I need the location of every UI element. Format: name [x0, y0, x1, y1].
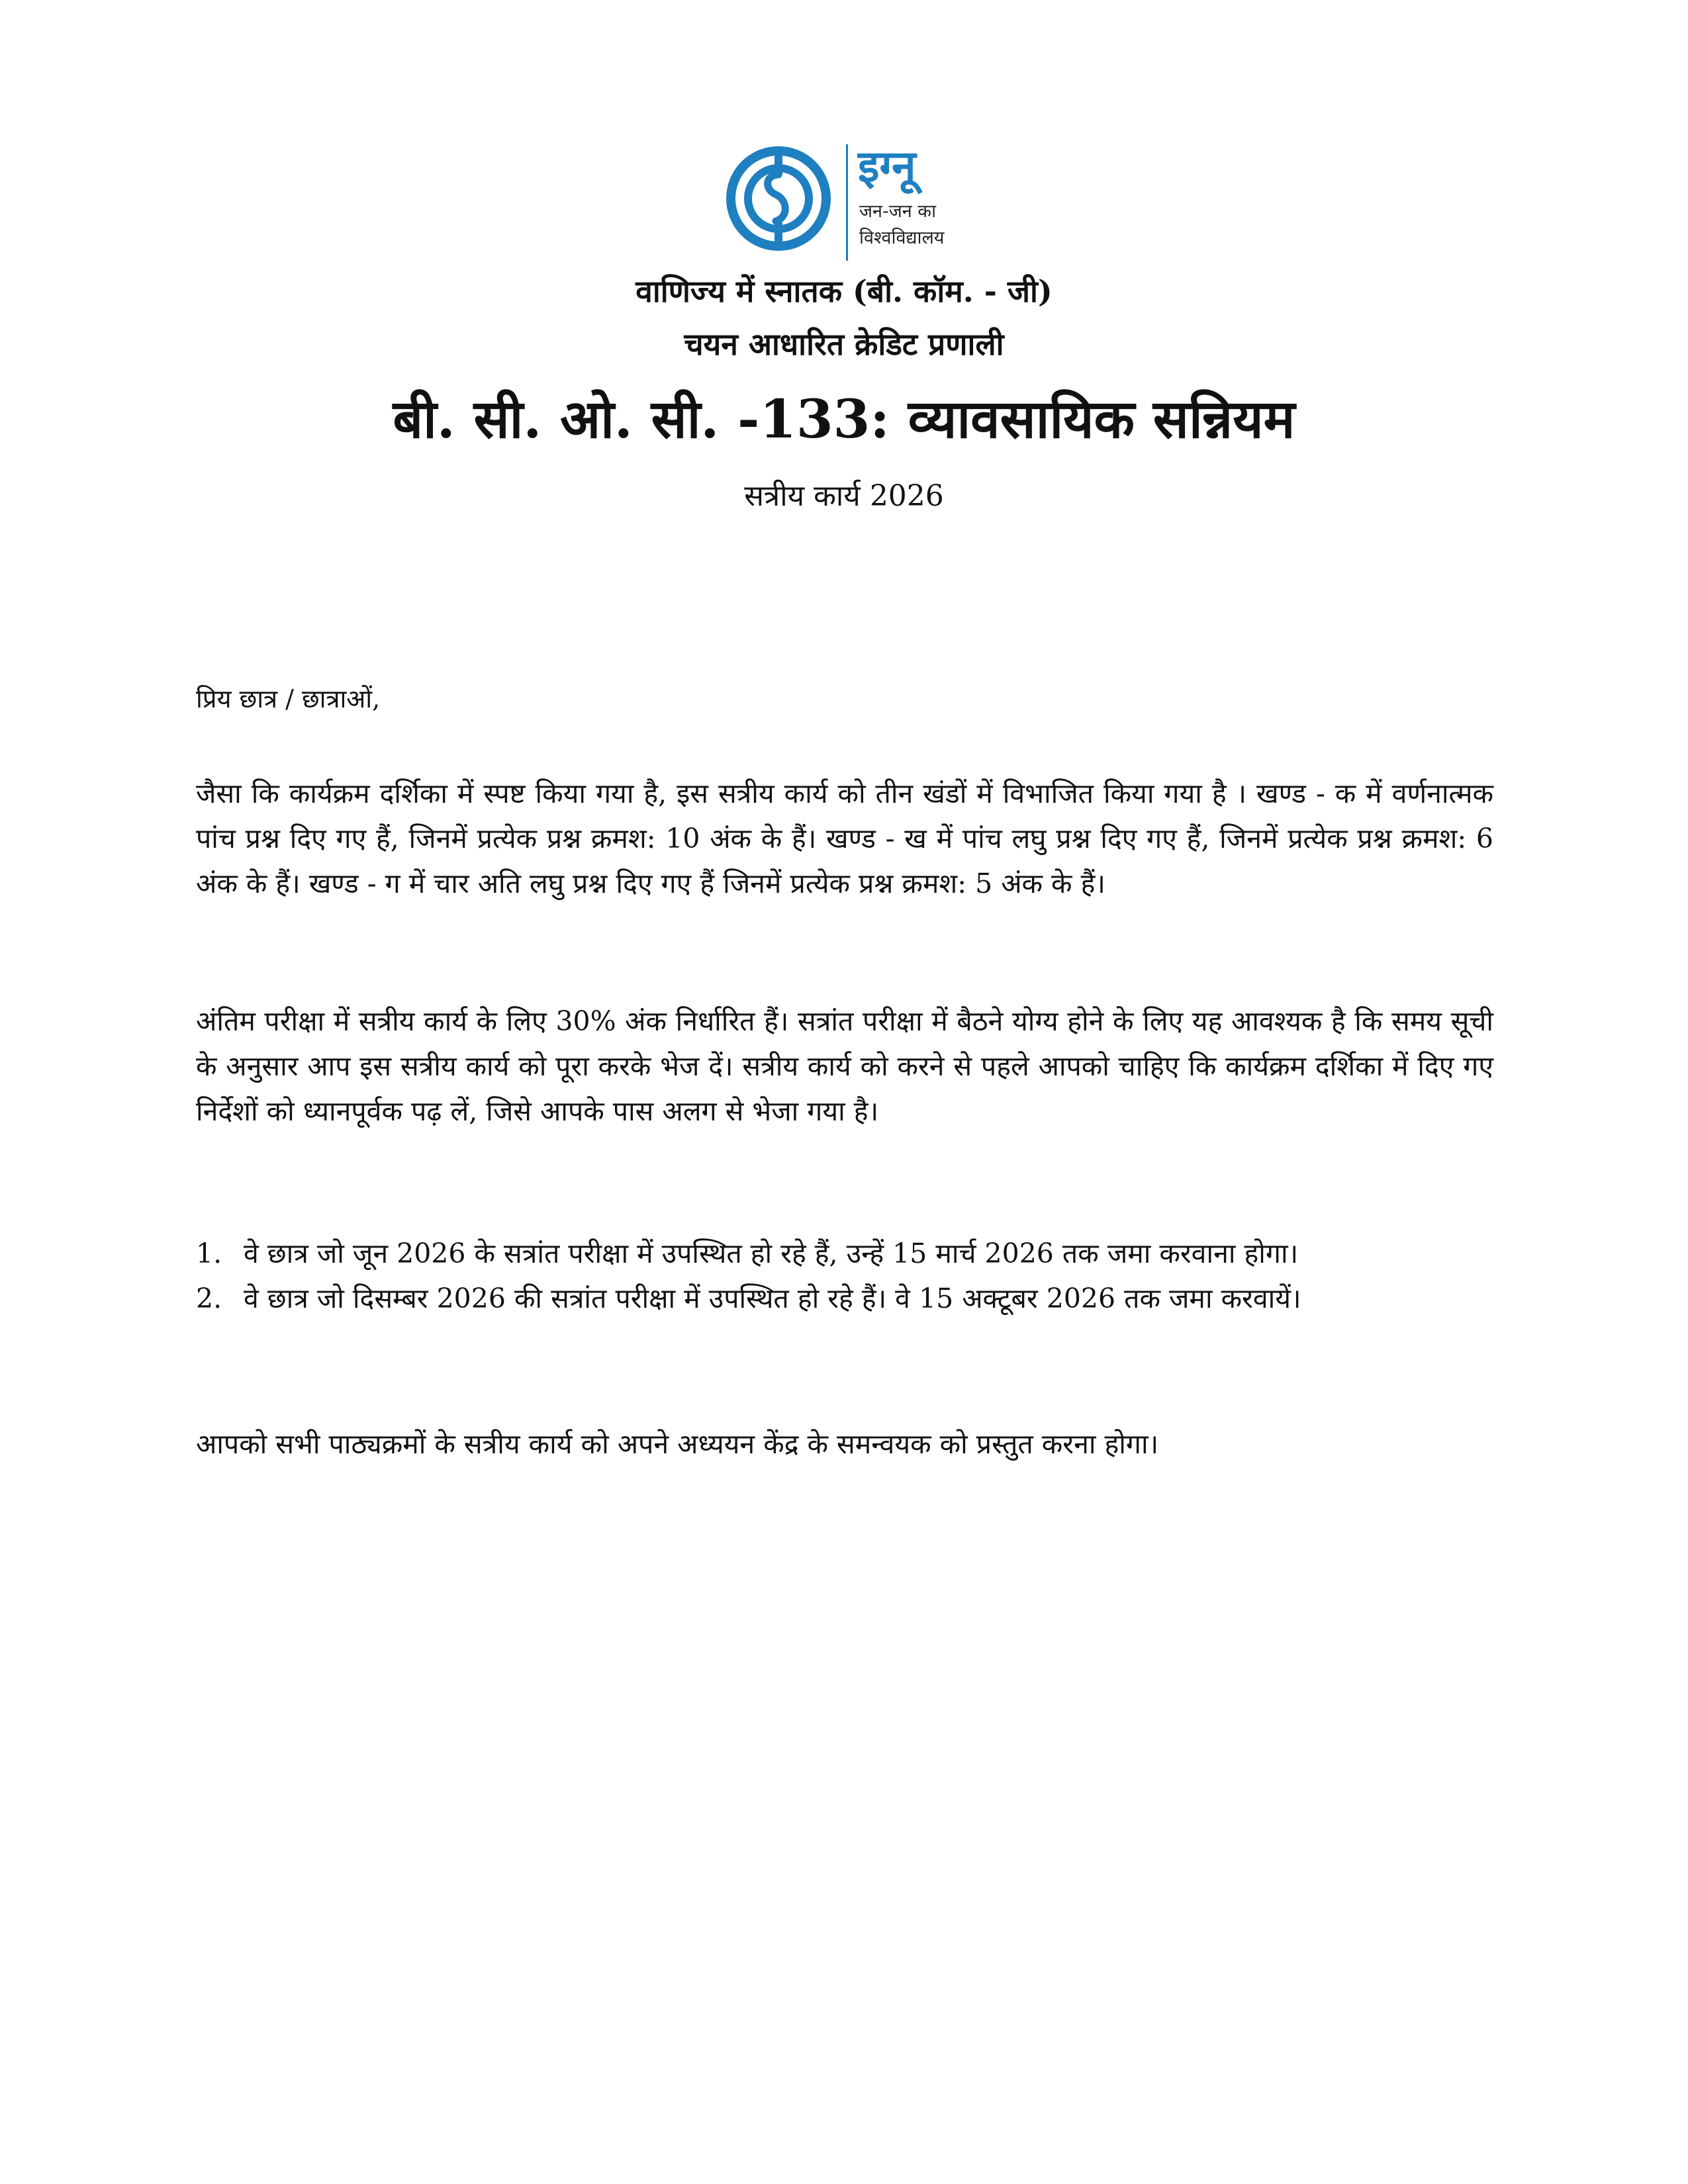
paragraph-weightage: अंतिम परीक्षा में सत्रीय कार्य के लिए 30% अंक निर्धारित हैं। सत्रांत परीक्षा में बैठने योग्य होने के लिए यह आवश्यक है कि समय सूची के अनुसार आप इस सत्रीय कार्य को पूरा करके भेज दें। सत्रीय कार्य को करने से पहले आपको चाहिए कि कार्यक्रम दर्शिका में दिए गए निर्देशों को ध्यानपूर्वक पढ़ लें, जिसे आपके पास अलग से भेजा गया है।: [196, 1005, 1493, 1127]
course-title: बी. सी. ओ. सी. -133: व्यावसायिक सन्नियम: [393, 388, 1295, 450]
submission-deadlines-list: [196, 1231, 1507, 1321]
program-title: वाणिज्य में स्नातक (बी. कॉम. - जी): [635, 273, 1053, 309]
list-item: [196, 1231, 1507, 1276]
ignou-emblem-icon: [726, 146, 831, 251]
list-item-number: 2.: [196, 1283, 222, 1314]
closing-note: आपको सभी पाठ्यक्रमों के सत्रीय कार्य को अपने अध्ययन केंद्र के समन्वयक को प्रस्तुत करना होगा।: [196, 1428, 1159, 1460]
logo-divider: [846, 144, 848, 261]
paragraph-sections: जैसा कि कार्यक्रम दर्शिका में स्पष्ट किया गया है, इस सत्रीय कार्य को तीन खंडों में विभाजित किया गया है । खण्ड - क में वर्णनात्मक पांच प्रश्न दिए गए हैं, जिनमें प्रत्येक प्रश्न क्रमश: 10 अंक के हैं। खण्ड - ख में पांच लघु प्रश्न दिए गए हैं, जिनमें प्रत्येक प्रश्न क्रमश: 6 अंक के हैं। खण्ड - ग में चार अति लघु प्रश्न दिए गए हैं जिनमें प्रत्येक प्रश्न क्रमश: 5 अंक के हैं।: [196, 778, 1493, 899]
list-item-number: 1.: [196, 1238, 222, 1269]
logo-tagline-line1: जन-जन का: [859, 201, 937, 222]
list-item-text: वे छात्र जो दिसम्बर 2026 की सत्रांत परीक्षा में उपस्थित हो रहे हैं। वे 15 अक्टूबर 2026 तक जमा करवायें।: [244, 1283, 1301, 1314]
list-item: [196, 1276, 1507, 1321]
logo-tagline-line2: विश्वविद्यालय: [859, 228, 945, 248]
system-title: चयन आधारित क्रेडिट प्रणाली: [684, 326, 1004, 362]
assignment-title: सत्रीय कार्य 2026: [744, 479, 944, 513]
logo-name: इग्नू: [858, 141, 916, 192]
salutation: प्रिय छात्र / छात्राओं,: [196, 684, 381, 713]
list-item-text: वे छात्र जो जून 2026 के सत्रांत परीक्षा में उपस्थित हो रहे हैं, उन्हें 15 मार्च 2026 तक जमा करवाना होगा।: [244, 1238, 1299, 1269]
ignou-logo: [726, 141, 977, 263]
